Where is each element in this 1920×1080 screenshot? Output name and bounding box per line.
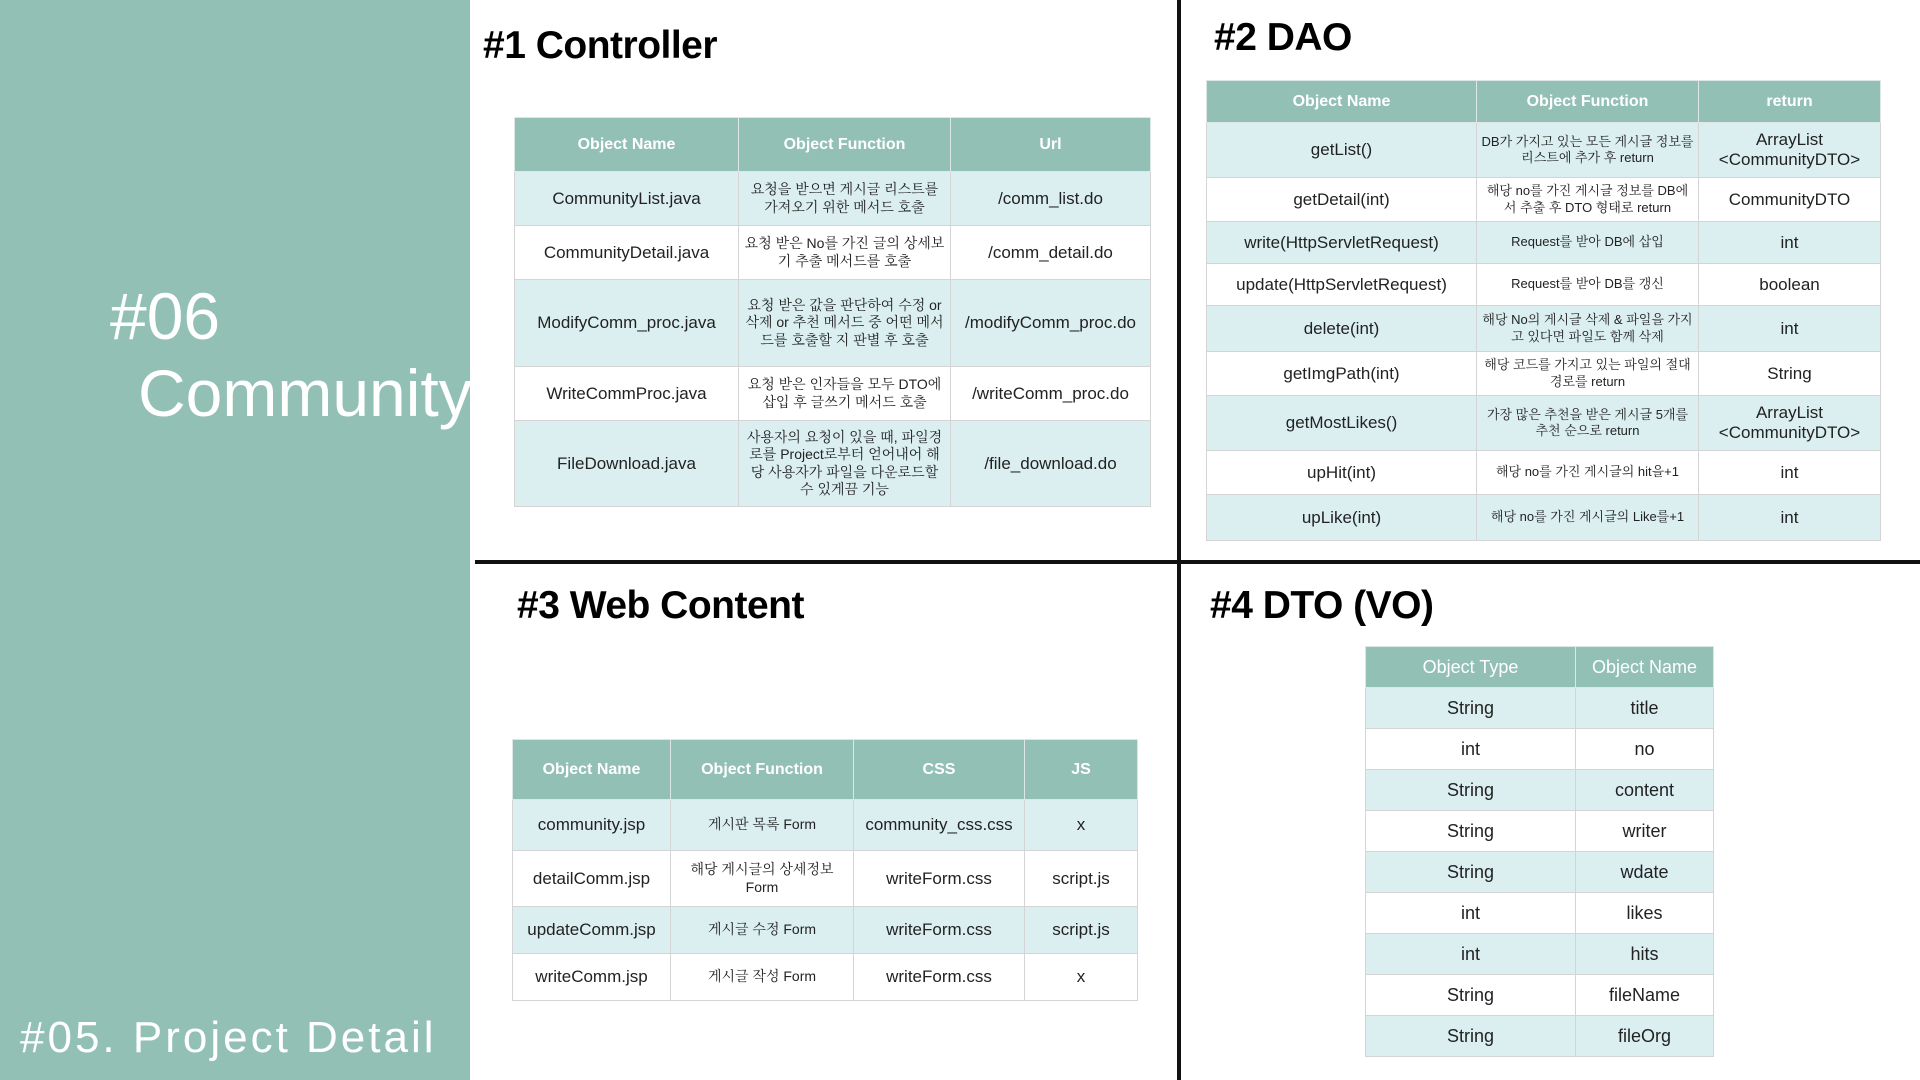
table-cell: upLike(int) (1207, 495, 1477, 541)
column-header: return (1699, 81, 1881, 123)
table-row (1207, 495, 1881, 541)
section-name: Community (138, 356, 472, 430)
column-header: Url (951, 118, 1151, 172)
table-cell: script.js (1025, 907, 1138, 954)
table-cell: writeComm.jsp (513, 954, 671, 1001)
column-header: Object Name (1207, 81, 1477, 123)
table-row (515, 280, 1151, 367)
table-cell: DB가 가지고 있는 모든 게시글 정보를 리스트에 추가 후 return (1477, 123, 1699, 178)
column-header: Object Name (513, 740, 671, 800)
table-cell: 해당 게시글의 상세정보 Form (671, 851, 854, 907)
table-row (515, 226, 1151, 280)
table-cell: 게시글 작성 Form (671, 954, 854, 1001)
column-header: Object Name (1576, 647, 1714, 688)
table-cell: getDetail(int) (1207, 178, 1477, 222)
table-cell: /modifyComm_proc.do (951, 280, 1151, 367)
dto-table (1365, 646, 1714, 1057)
table-header-row (1207, 81, 1881, 123)
table-row (1366, 1016, 1714, 1057)
table-cell: int (1699, 495, 1881, 541)
table-cell: CommunityDetail.java (515, 226, 739, 280)
table-row (513, 800, 1138, 851)
table-cell: Request를 받아 DB에 삽입 (1477, 222, 1699, 264)
table-cell: fileOrg (1576, 1016, 1714, 1057)
table-row (1366, 893, 1714, 934)
table-row (1366, 934, 1714, 975)
table-cell: 해당 no를 가진 게시글 정보를 DB에서 추출 후 DTO 형태로 return (1477, 178, 1699, 222)
table-cell: hits (1576, 934, 1714, 975)
table-cell: /comm_detail.do (951, 226, 1151, 280)
table-cell: getList() (1207, 123, 1477, 178)
table-cell: fileName (1576, 975, 1714, 1016)
table-row (515, 172, 1151, 226)
dto-title: #4 DTO (VO) (1210, 584, 1434, 627)
table-cell: CommunityDTO (1699, 178, 1881, 222)
table-cell: 해당 코드를 가지고 있는 파일의 절대 경로를 return (1477, 352, 1699, 396)
table-cell: community.jsp (513, 800, 671, 851)
table-cell: upHit(int) (1207, 451, 1477, 495)
column-header: CSS (854, 740, 1025, 800)
table-cell: 요청을 받으면 게시글 리스트를 가져오기 위한 메서드 호출 (739, 172, 951, 226)
section-number: #06 (110, 279, 221, 353)
table-cell: x (1025, 800, 1138, 851)
table-row (1366, 852, 1714, 893)
table-cell: 사용자의 요청이 있을 때, 파일경로를 Project로부터 얻어내어 해당 사용자가 파일을 다운로드할 수 있게끔 기능 (739, 421, 951, 507)
table-row (1366, 811, 1714, 852)
table-cell: 해당 no를 가진 게시글의 hit을+1 (1477, 451, 1699, 495)
table-cell: content (1576, 770, 1714, 811)
dao-table (1206, 80, 1881, 541)
vertical-divider (1177, 0, 1181, 1080)
table-row (1207, 396, 1881, 451)
table-cell: update(HttpServletRequest) (1207, 264, 1477, 306)
table-row (515, 367, 1151, 421)
table-cell: FileDownload.java (515, 421, 739, 507)
table-cell: 해당 no를 가진 게시글의 Like를+1 (1477, 495, 1699, 541)
table-cell: /writeComm_proc.do (951, 367, 1151, 421)
table-row (1366, 975, 1714, 1016)
table-cell: writeForm.css (854, 907, 1025, 954)
table-row (1207, 352, 1881, 396)
table-cell: int (1699, 222, 1881, 264)
table-cell: 게시글 수정 Form (671, 907, 854, 954)
table-row (1207, 123, 1881, 178)
table-cell: community_css.css (854, 800, 1025, 851)
footer-label: #05. Project Detail (20, 1013, 437, 1062)
table-cell: String (1366, 852, 1576, 893)
table-cell: String (1366, 688, 1576, 729)
table-cell: detailComm.jsp (513, 851, 671, 907)
table-cell: wdate (1576, 852, 1714, 893)
table-cell: int (1699, 306, 1881, 352)
column-header: Object Name (515, 118, 739, 172)
table-cell: 가장 많은 추천을 받은 게시글 5개를 추천 순으로 return (1477, 396, 1699, 451)
column-header: Object Function (1477, 81, 1699, 123)
table-row (1207, 451, 1881, 495)
table-cell: 요청 받은 값을 판단하여 수정 or 삭제 or 추천 메서드 중 어떤 메서드를 호출할 지 판별 후 호출 (739, 280, 951, 367)
table-cell: write(HttpServletRequest) (1207, 222, 1477, 264)
table-cell: String (1366, 770, 1576, 811)
table-cell: String (1699, 352, 1881, 396)
table-header-row (515, 118, 1151, 172)
table-cell: String (1366, 975, 1576, 1016)
table-cell: ModifyComm_proc.java (515, 280, 739, 367)
table-cell: String (1366, 811, 1576, 852)
table-row (515, 421, 1151, 507)
table-cell: int (1366, 934, 1576, 975)
table-cell: no (1576, 729, 1714, 770)
table-cell: 요청 받은 No를 가진 글의 상세보기 추출 메서드를 호출 (739, 226, 951, 280)
table-row (513, 907, 1138, 954)
table-cell: writeForm.css (854, 954, 1025, 1001)
column-header: Object Function (739, 118, 951, 172)
table-cell: updateComm.jsp (513, 907, 671, 954)
table-row (513, 954, 1138, 1001)
table-cell: 요청 받은 인자들을 모두 DTO에 삽입 후 글쓰기 메서드 호출 (739, 367, 951, 421)
table-cell: script.js (1025, 851, 1138, 907)
table-row (1207, 178, 1881, 222)
table-cell: likes (1576, 893, 1714, 934)
table-cell: /comm_list.do (951, 172, 1151, 226)
column-header: Object Type (1366, 647, 1576, 688)
table-row (1366, 688, 1714, 729)
table-cell: getMostLikes() (1207, 396, 1477, 451)
table-cell: ArrayList <CommunityDTO> (1699, 396, 1881, 451)
table-cell: writeForm.css (854, 851, 1025, 907)
table-header-row (1366, 647, 1714, 688)
horizontal-divider (475, 560, 1920, 564)
column-header: JS (1025, 740, 1138, 800)
controller-table (514, 117, 1151, 507)
table-row (1366, 729, 1714, 770)
controller-title: #1 Controller (483, 24, 718, 67)
table-cell: String (1366, 1016, 1576, 1057)
table-cell: writer (1576, 811, 1714, 852)
table-cell: Request를 받아 DB를 갱신 (1477, 264, 1699, 306)
table-cell: delete(int) (1207, 306, 1477, 352)
column-header: Object Function (671, 740, 854, 800)
dao-title: #2 DAO (1214, 16, 1352, 59)
web-content-table (512, 739, 1138, 1001)
table-row (1207, 222, 1881, 264)
table-row (513, 851, 1138, 907)
table-cell: getImgPath(int) (1207, 352, 1477, 396)
sidebar-panel (0, 0, 470, 1080)
table-cell: WriteCommProc.java (515, 367, 739, 421)
table-cell: int (1699, 451, 1881, 495)
table-cell: 게시판 목록 Form (671, 800, 854, 851)
table-row (1366, 770, 1714, 811)
table-cell: title (1576, 688, 1714, 729)
table-cell: x (1025, 954, 1138, 1001)
table-cell: /file_download.do (951, 421, 1151, 507)
web-content-title: #3 Web Content (517, 584, 804, 627)
table-cell: boolean (1699, 264, 1881, 306)
table-cell: int (1366, 893, 1576, 934)
table-cell: 해당 No의 게시글 삭제 & 파일을 가지고 있다면 파일도 함께 삭제 (1477, 306, 1699, 352)
table-row (1207, 264, 1881, 306)
table-cell: ArrayList <CommunityDTO> (1699, 123, 1881, 178)
table-cell: CommunityList.java (515, 172, 739, 226)
table-row (1207, 306, 1881, 352)
table-cell: int (1366, 729, 1576, 770)
table-header-row (513, 740, 1138, 800)
